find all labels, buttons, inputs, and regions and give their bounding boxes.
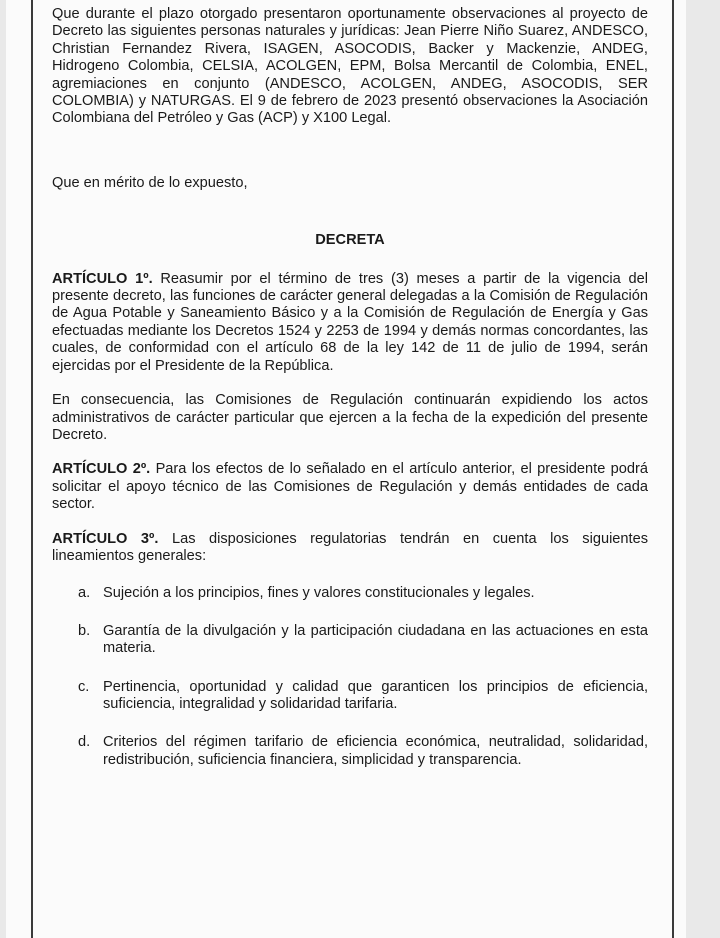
article-1-text: Reasumir por el término de tres (3) meses a partir de la vigencia del presente decreto, las funciones de carácter general delegadas a la Comisión de Regulación de Agua Potable y Saneamiento Básico y a la Comisión de Regulación de Energía y Gas efectuadas mediante los Decretos 1524 y 2253 de 1994 y demás normas concordantes, las cuales, de conformidad con el artículo 68 de la ley 142 de 11 de julio de 1994, serán ejercidas por el Presidente de la República. [52,270,648,374]
list-marker: a. [78,585,91,602]
article-1-label: ARTÍCULO 1º. [52,270,153,287]
list-item-text: Criterios del régimen tarifario de eficiencia económica, neutralidad, solidaridad, redistribución, suficiencia financiera, simplicidad y transparencia. [103,734,648,768]
list-item-text: Garantía de la divulgación y la participación ciudadana en las actuaciones en esta materia. [103,622,648,657]
list-marker: d. [78,734,91,751]
list-item [52,679,648,714]
list-marker: b. [78,622,91,639]
paragraph-merito: Que en mérito de lo expuesto, [52,174,248,191]
list-item-text: Pertinencia, oportunidad y calidad que garanticen los principios de eficiencia, suficiencia, integralidad y solidaridad tarifaria. [103,678,648,712]
document-page [6,0,686,938]
paragraph-observaciones: Que durante el plazo otorgado presentaron oportunamente observaciones al proyecto de Decreto las siguientes personas naturales y jurídicas: Jean Pierre Niño Suarez, ANDESCO, Christian Fernandez Rivera, ISAGEN, ASOCODIS, Backer y Mackenzie, ANDEG, Hidrogeno Colombia, CELSIA, ACOLGEN, EPM, Bolsa Mercantil de Colombia, ENEL, agremiaciones en conjunto (ANDESCO, ACOLGEN, ANDEG, ASOCODIS, SER COLOMBIA) y NATURGAS. El 9 de febrero de 2023 presentó observaciones la Asociación Colombiana del Petróleo y Gas (ACP) y X100 Legal. [52,6,648,127]
article-3 [52,531,648,566]
document-body [52,6,648,769]
page-border-left [31,0,33,938]
list-item [52,623,648,658]
article-1 [52,271,648,375]
paragraph-consecuencia: En consecuencia, las Comisiones de Regulación continuarán expidiendo los actos administrativos de carácter particular que ejercen a la fecha de la expedición del presente Decreto. [52,392,648,443]
list-item-text: Sujeción a los principios, fines y valores constitucionales y legales. [103,585,535,602]
article-2-text: Para los efectos de lo señalado en el artículo anterior, el presidente podrá solicitar el apoyo técnico de las Comisiones de Regulación y demás entidades de cada sector. [52,461,648,513]
section-heading-decreta: DECRETA [315,232,385,249]
article-2-label: ARTÍCULO 2º. [52,461,151,478]
guidelines-list [52,585,648,769]
article-2 [52,461,648,513]
article-3-label: ARTÍCULO 3º. [52,530,159,547]
list-marker: c. [78,678,90,695]
page-border-right [672,0,674,938]
list-item [52,734,648,769]
list-item [52,585,648,602]
article-3-text: Las disposiciones regulatorias tendrán en cuenta los siguientes lineamientos generales: [52,530,649,564]
